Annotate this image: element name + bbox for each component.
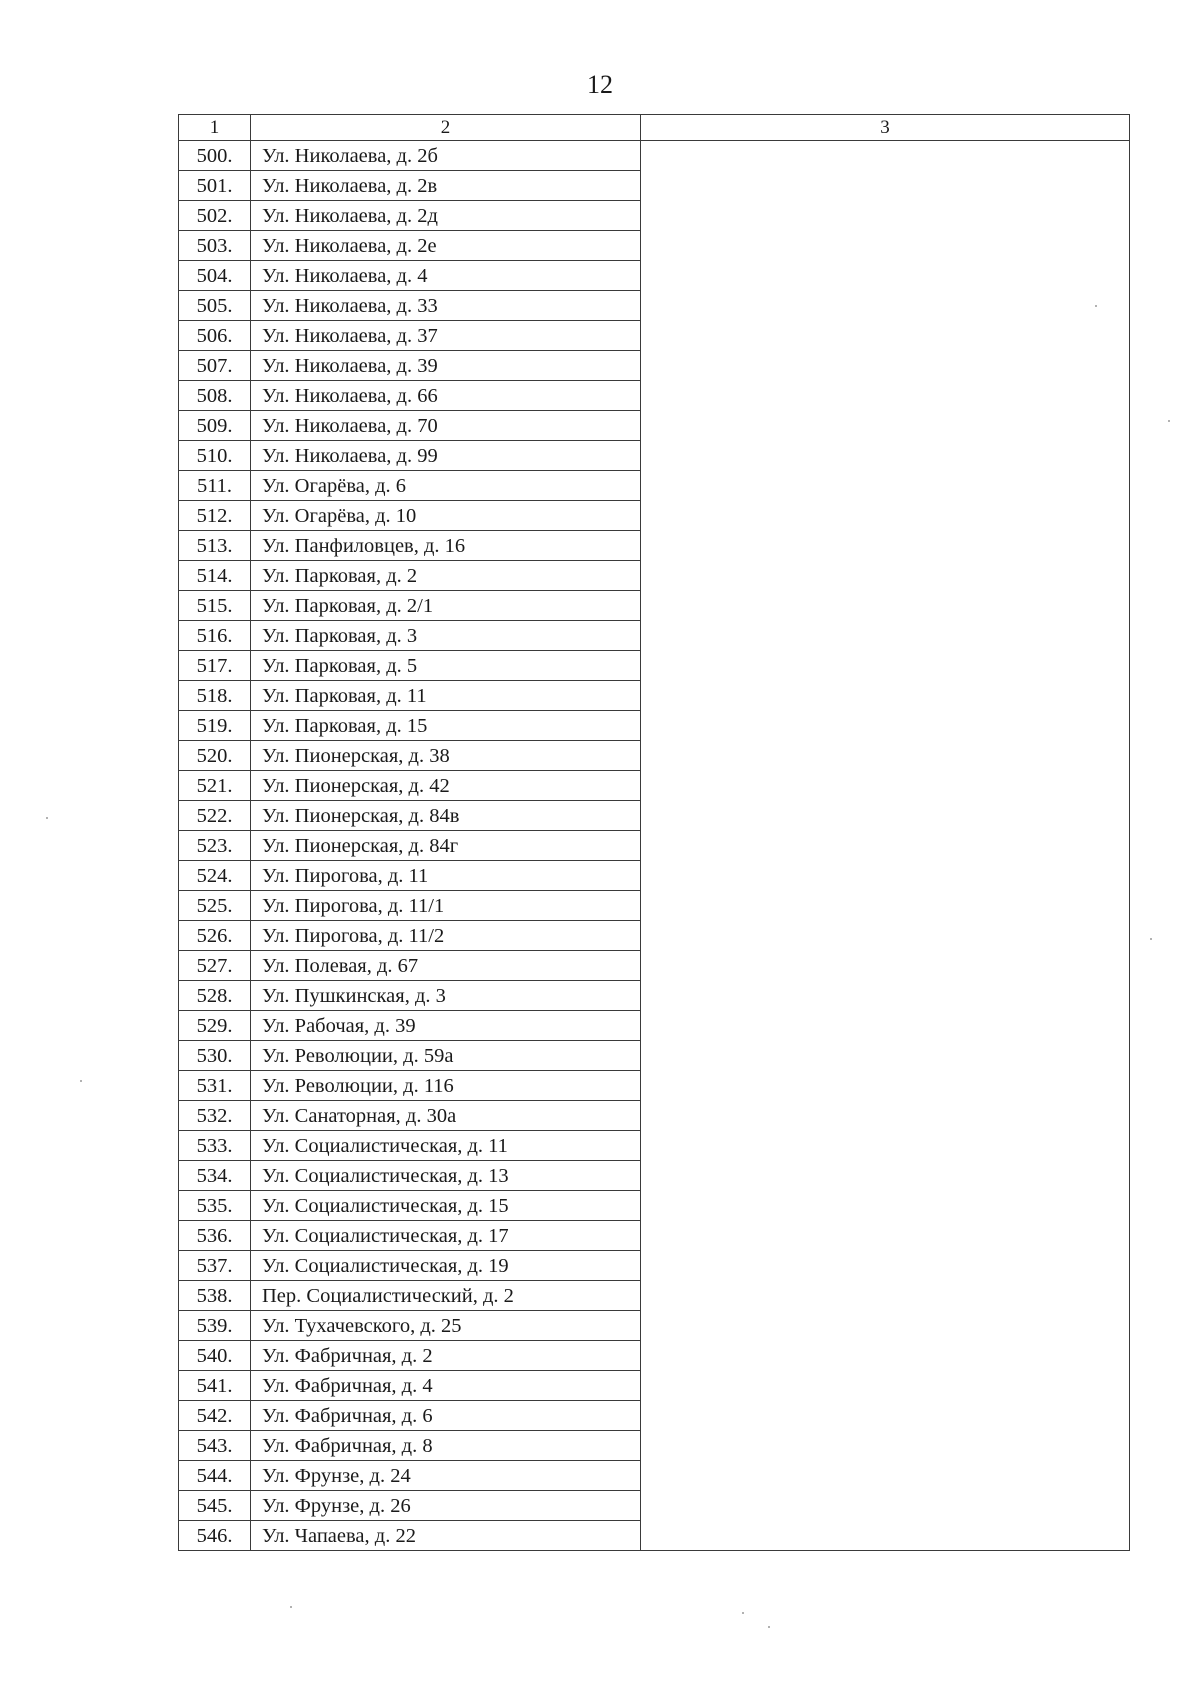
row-number: 534. (179, 1161, 251, 1191)
scan-speck (768, 1626, 770, 1628)
row-number: 542. (179, 1401, 251, 1431)
row-address: Ул. Парковая, д. 2 (251, 561, 641, 591)
row-number: 544. (179, 1461, 251, 1491)
row-number: 515. (179, 591, 251, 621)
row-address: Ул. Фабричная, д. 2 (251, 1341, 641, 1371)
page-number: 12 (587, 70, 613, 99)
row-number: 513. (179, 531, 251, 561)
row-number: 511. (179, 471, 251, 501)
row-number: 503. (179, 231, 251, 261)
row-address: Ул. Социалистическая, д. 15 (251, 1191, 641, 1221)
row-address: Ул. Фабричная, д. 8 (251, 1431, 641, 1461)
row-number: 529. (179, 1011, 251, 1041)
row-number: 541. (179, 1371, 251, 1401)
row-number: 540. (179, 1341, 251, 1371)
row-address: Ул. Пирогова, д. 11/1 (251, 891, 641, 921)
row-number: 505. (179, 291, 251, 321)
scan-speck (1168, 420, 1170, 422)
column-header-1: 1 (179, 115, 251, 141)
row-address: Ул. Николаева, д. 39 (251, 351, 641, 381)
row-number: 535. (179, 1191, 251, 1221)
row-address: Ул. Парковая, д. 15 (251, 711, 641, 741)
row-address: Ул. Пушкинская, д. 3 (251, 981, 641, 1011)
row-address: Ул. Парковая, д. 3 (251, 621, 641, 651)
row-address: Ул. Пионерская, д. 42 (251, 771, 641, 801)
row-number: 527. (179, 951, 251, 981)
scan-speck (290, 1606, 292, 1608)
row-number: 524. (179, 861, 251, 891)
row-number: 501. (179, 171, 251, 201)
row-number: 531. (179, 1071, 251, 1101)
row-address: Ул. Огарёва, д. 6 (251, 471, 641, 501)
row-address: Ул. Революции, д. 116 (251, 1071, 641, 1101)
row-address: Ул. Фабричная, д. 6 (251, 1401, 641, 1431)
row-number: 533. (179, 1131, 251, 1161)
row-number: 509. (179, 411, 251, 441)
row-number: 512. (179, 501, 251, 531)
row-number: 507. (179, 351, 251, 381)
row-address: Ул. Пионерская, д. 38 (251, 741, 641, 771)
row-address: Ул. Парковая, д. 5 (251, 651, 641, 681)
row-number: 530. (179, 1041, 251, 1071)
table-header-row (179, 115, 1130, 141)
row-address: Ул. Пирогова, д. 11 (251, 861, 641, 891)
row-number: 521. (179, 771, 251, 801)
row-address: Ул. Пирогова, д. 11/2 (251, 921, 641, 951)
column-3-merged-cell (641, 141, 1130, 1551)
row-address: Ул. Социалистическая, д. 19 (251, 1251, 641, 1281)
row-address: Ул. Николаева, д. 2б (251, 141, 641, 171)
row-address: Ул. Парковая, д. 11 (251, 681, 641, 711)
row-address: Ул. Николаева, д. 33 (251, 291, 641, 321)
scan-speck (80, 1080, 82, 1082)
scan-speck (1150, 938, 1152, 940)
row-number: 538. (179, 1281, 251, 1311)
scan-speck (46, 817, 48, 819)
row-address: Ул. Фрунзе, д. 24 (251, 1461, 641, 1491)
row-address: Ул. Николаева, д. 37 (251, 321, 641, 351)
row-address: Ул. Полевая, д. 67 (251, 951, 641, 981)
row-number: 516. (179, 621, 251, 651)
row-address: Ул. Пионерская, д. 84в (251, 801, 641, 831)
row-address: Ул. Рабочая, д. 39 (251, 1011, 641, 1041)
row-address: Ул. Николаева, д. 66 (251, 381, 641, 411)
row-number: 520. (179, 741, 251, 771)
row-address: Ул. Николаева, д. 2в (251, 171, 641, 201)
row-number: 500. (179, 141, 251, 171)
row-address: Ул. Парковая, д. 2/1 (251, 591, 641, 621)
row-number: 537. (179, 1251, 251, 1281)
table-body (179, 141, 1130, 1551)
table-row (179, 141, 1130, 171)
row-address: Ул. Социалистическая, д. 17 (251, 1221, 641, 1251)
row-address: Ул. Пионерская, д. 84г (251, 831, 641, 861)
row-number: 508. (179, 381, 251, 411)
row-number: 502. (179, 201, 251, 231)
row-number: 514. (179, 561, 251, 591)
row-address: Ул. Тухачевского, д. 25 (251, 1311, 641, 1341)
row-number: 539. (179, 1311, 251, 1341)
row-address: Ул. Социалистическая, д. 11 (251, 1131, 641, 1161)
row-number: 545. (179, 1491, 251, 1521)
scan-speck (1095, 305, 1097, 307)
row-address: Ул. Фрунзе, д. 26 (251, 1491, 641, 1521)
row-address: Ул. Николаева, д. 4 (251, 261, 641, 291)
row-number: 506. (179, 321, 251, 351)
row-address: Пер. Социалистический, д. 2 (251, 1281, 641, 1311)
row-address: Ул. Чапаева, д. 22 (251, 1521, 641, 1551)
row-number: 536. (179, 1221, 251, 1251)
row-address: Ул. Панфиловцев, д. 16 (251, 531, 641, 561)
row-number: 543. (179, 1431, 251, 1461)
row-number: 522. (179, 801, 251, 831)
row-number: 532. (179, 1101, 251, 1131)
row-address: Ул. Николаева, д. 99 (251, 441, 641, 471)
row-address: Ул. Фабричная, д. 4 (251, 1371, 641, 1401)
row-number: 525. (179, 891, 251, 921)
row-address: Ул. Социалистическая, д. 13 (251, 1161, 641, 1191)
row-number: 523. (179, 831, 251, 861)
row-number: 518. (179, 681, 251, 711)
row-number: 528. (179, 981, 251, 1011)
row-number: 519. (179, 711, 251, 741)
column-header-3: 3 (641, 115, 1130, 141)
row-address: Ул. Революции, д. 59а (251, 1041, 641, 1071)
row-address: Ул. Николаева, д. 2е (251, 231, 641, 261)
row-number: 504. (179, 261, 251, 291)
scan-speck (742, 1612, 744, 1614)
row-address: Ул. Николаева, д. 2д (251, 201, 641, 231)
column-header-2: 2 (251, 115, 641, 141)
row-number: 526. (179, 921, 251, 951)
address-table (178, 114, 1130, 1551)
row-number: 517. (179, 651, 251, 681)
row-number: 546. (179, 1521, 251, 1551)
row-address: Ул. Огарёва, д. 10 (251, 501, 641, 531)
row-number: 510. (179, 441, 251, 471)
row-address: Ул. Николаева, д. 70 (251, 411, 641, 441)
row-address: Ул. Санаторная, д. 30а (251, 1101, 641, 1131)
